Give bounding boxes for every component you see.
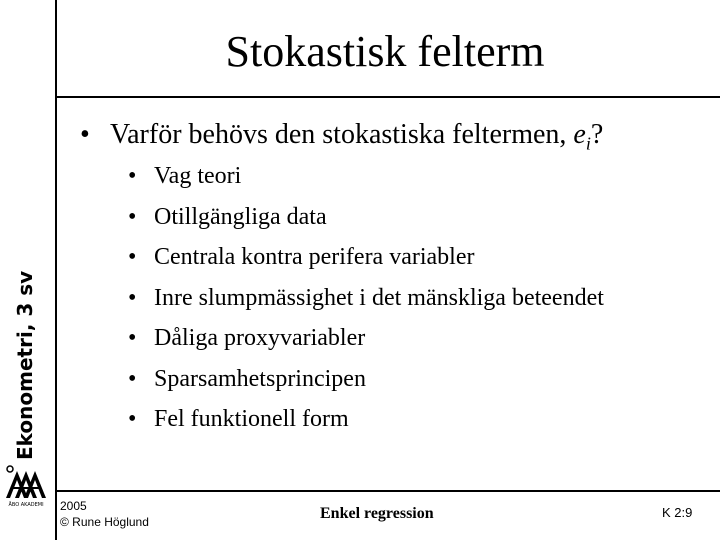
footer-year: 2005 bbox=[60, 499, 87, 513]
main-bullet-text: Varför behövs den stokastiska feltermen, bbox=[110, 119, 574, 150]
bullet-icon: • bbox=[128, 284, 137, 311]
list-item: • Inre slumpmässighet i det mänskliga beteendet bbox=[128, 278, 604, 319]
slide-title: Stokastisk felterm bbox=[225, 27, 545, 76]
page-number: K 2:9 bbox=[662, 505, 693, 520]
course-name: Ekonometri, 3 sv bbox=[13, 270, 37, 460]
error-term-variable: $e_i$ bbox=[573, 119, 591, 154]
list-item: • Dåliga proxyvariabler bbox=[128, 318, 604, 359]
bullet-icon: • bbox=[128, 163, 137, 189]
list-item: • Otillgängliga data bbox=[128, 197, 604, 238]
list-item: • Sparsamhetsprincipen bbox=[128, 359, 604, 400]
footer-divider bbox=[55, 490, 720, 492]
list-item: • Vag teori bbox=[128, 156, 604, 197]
reasons-list bbox=[128, 156, 604, 440]
bullet-icon: • bbox=[128, 244, 137, 270]
footer-topic: Enkel regression bbox=[320, 505, 434, 522]
list-item: • Fel funktionell form bbox=[128, 399, 604, 440]
footer-info bbox=[60, 498, 149, 530]
bullet-icon: • bbox=[128, 365, 137, 392]
bullet-icon: • bbox=[128, 325, 137, 351]
abo-akademi-logo-icon bbox=[3, 465, 49, 535]
svg-text:ÅBO AKADEMI: ÅBO AKADEMI bbox=[8, 502, 44, 508]
vertical-divider bbox=[55, 0, 57, 540]
main-bullet bbox=[80, 118, 603, 161]
footer-author: © Rune Höglund bbox=[60, 515, 149, 529]
bullet-icon: • bbox=[128, 203, 137, 230]
bullet-icon: • bbox=[128, 406, 137, 432]
list-item: • Centrala kontra perifera variabler bbox=[128, 237, 604, 278]
title-divider bbox=[55, 96, 720, 98]
bullet-icon: • bbox=[80, 119, 90, 150]
main-bullet-suffix: ? bbox=[590, 119, 604, 150]
